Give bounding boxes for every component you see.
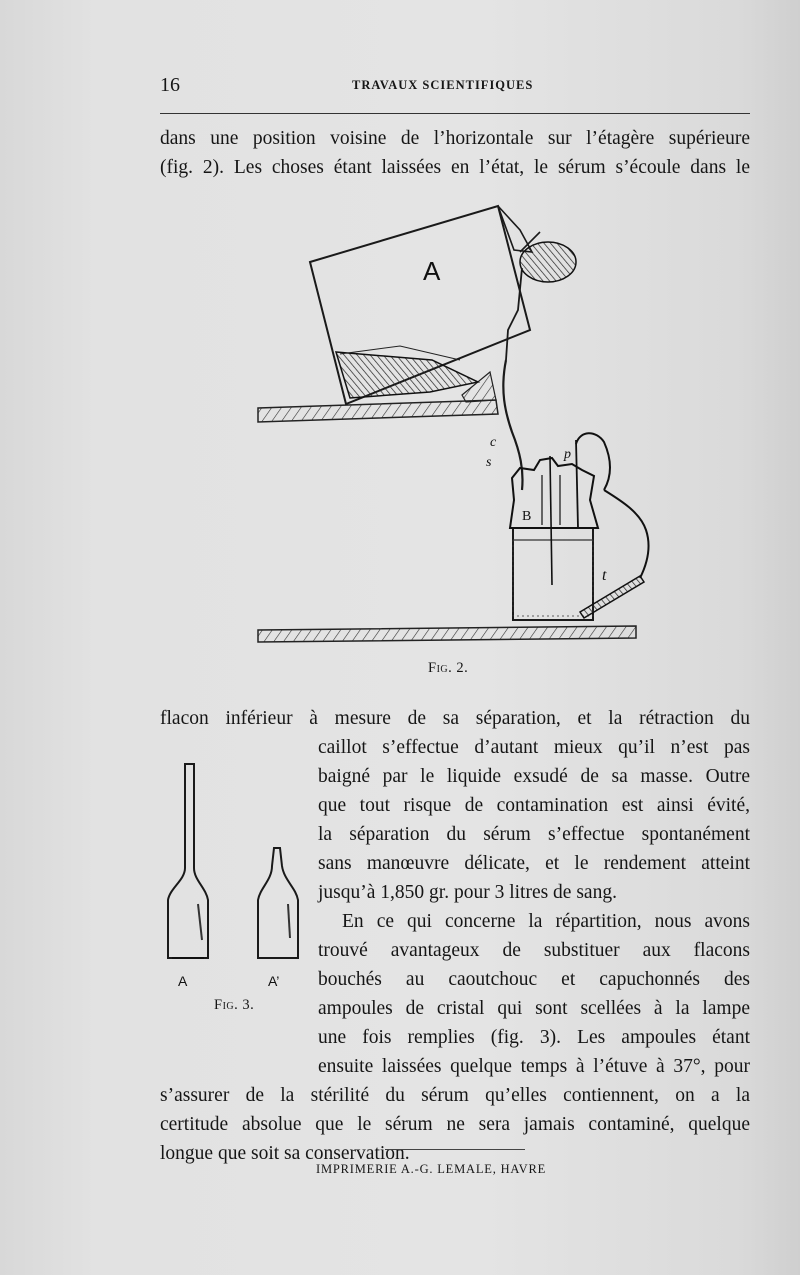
text-line: longue que soit sa conservation.: [160, 1143, 410, 1164]
text-line: bouchés au caoutchouc et capuchonnés des: [318, 969, 750, 990]
text-line: flacon inférieur à mesure de sa séparation, et la rétraction du: [160, 708, 750, 729]
label-a: A: [423, 256, 441, 286]
text-line: certitude absolue que le sérum ne sera jamais contaminé, quelque: [160, 1114, 750, 1135]
text-line: jusqu’à 1,850 gr. pour 3 litres de sang.: [318, 882, 617, 903]
figure-3-caption-text: Fig. 3.: [214, 997, 255, 1013]
text-line: une fois remplies (fig. 3). Les ampoules étant: [318, 1027, 750, 1048]
text-line: trouvé avantageux de substituer aux flacons: [318, 940, 750, 961]
text-line: ampoules de cristal qui sont scellées à la lampe: [318, 998, 750, 1019]
label-t: t: [602, 567, 607, 584]
text-line: caillot s’effectue d’autant mieux qu’il n’est pas: [318, 737, 750, 758]
text-line: ensuite laissées quelque temps à l’étuve à 37°, pour: [318, 1056, 750, 1077]
label-b: B: [522, 509, 532, 524]
text-line: s’assurer de la stérilité du sérum qu’elles contiennent, on a la: [160, 1085, 750, 1106]
ampoule-a: [168, 764, 208, 958]
figure-3-caption: [214, 997, 254, 1014]
text-line: dans une position voisine de l’horizontale sur l’étagère supérieure: [160, 128, 750, 149]
label-c: c: [490, 435, 497, 450]
text-line: sans manœuvre délicate, et le rendement atteint: [318, 853, 750, 874]
label-ampoule-a-prime: A’: [268, 973, 280, 989]
text-line: baigné par le liquide exsudé de sa masse. Outre: [318, 766, 750, 787]
ampoule-a-prime: [258, 848, 298, 958]
running-title: TRAVAUX SCIENTIFIQUES: [352, 78, 534, 92]
text-line: que tout risque de contamination est ainsi évité,: [318, 795, 750, 816]
page-number: 16: [160, 74, 180, 96]
printer-imprint: IMPRIMERIE A.-G. LEMALE, HAVRE: [316, 1162, 547, 1176]
label-p: p: [564, 447, 571, 462]
text-line: la séparation du sérum s’effectue spontanément: [318, 824, 750, 845]
text-line: (fig. 2). Les choses étant laissées en l’état, le sérum s’écoule dans le: [160, 157, 750, 178]
figure-2-caption-text: Fig. 2.: [428, 660, 469, 676]
text-line: En ce qui concerne la répartition, nous avons: [342, 911, 750, 932]
imprint-rule: [385, 1149, 525, 1150]
label-ampoule-a: A: [178, 973, 188, 989]
label-s: s: [486, 455, 492, 470]
